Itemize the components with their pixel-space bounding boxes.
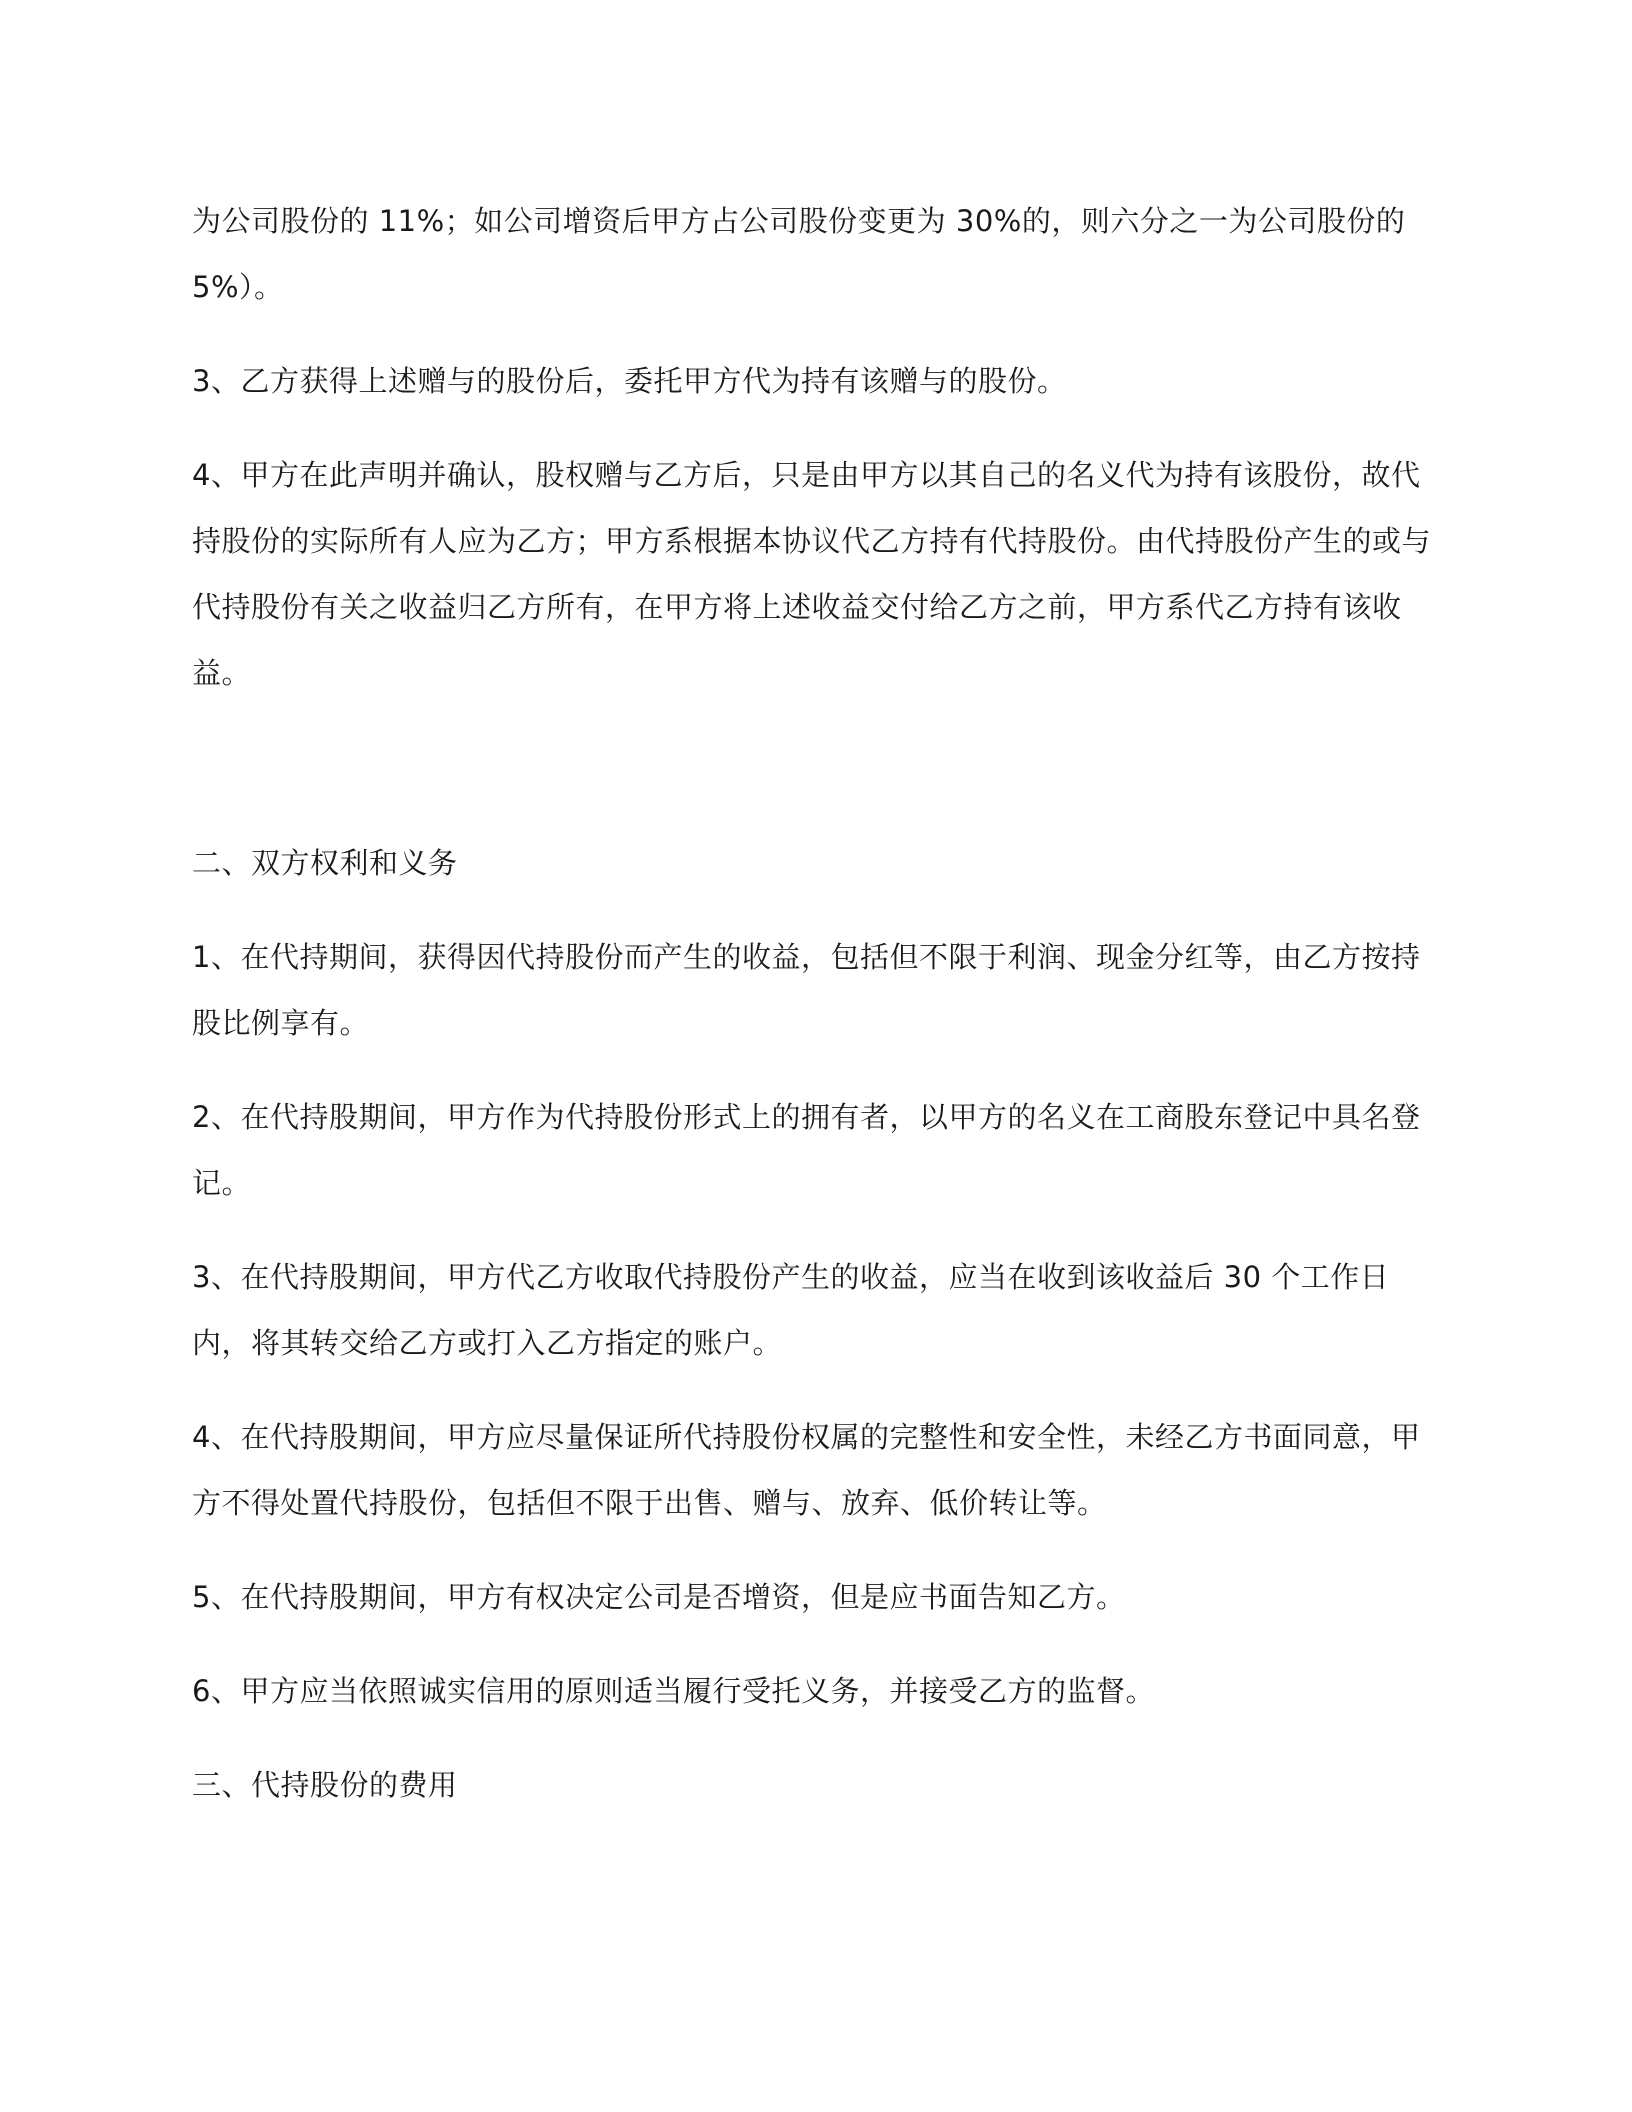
- section-heading-rights-obligations: 二、双方权利和义务: [192, 846, 458, 880]
- rights-item-6: 6、甲方应当依照诚实信用的原则适当履行受托义务，并接受乙方的监督。: [192, 1674, 1155, 1708]
- section-heading-fees: 三、代持股份的费用: [192, 1768, 458, 1802]
- rights-item-3: 3、在代持股期间，甲方代乙方收取代持股份产生的收益，应当在收到该收益后 30 个工作日内，将其转交给乙方或打入乙方指定的账户。: [192, 1260, 1390, 1360]
- document-body: [192, 188, 1448, 1846]
- rights-item-2: 2、在代持股期间，甲方作为代持股份形式上的拥有者，以甲方的名义在工商股东登记中具名登记。: [192, 1100, 1421, 1200]
- paragraph-clause-3: 3、乙方获得上述赠与的股份后，委托甲方代为持有该赠与的股份。: [192, 364, 1067, 398]
- rights-item-5: 5、在代持股期间，甲方有权决定公司是否增资，但是应书面告知乙方。: [192, 1580, 1126, 1614]
- section-spacer: [192, 734, 1448, 830]
- paragraph-continuation: 为公司股份的 11%；如公司增资后甲方占公司股份变更为 30%的，则六分之一为公司股份的 5%）。: [192, 204, 1406, 304]
- rights-item-4: 4、在代持股期间，甲方应尽量保证所代持股份权属的完整性和安全性，未经乙方书面同意，甲方不得处置代持股份，包括但不限于出售、赠与、放弃、低价转让等。: [192, 1420, 1421, 1520]
- paragraph-clause-4: 4、甲方在此声明并确认，股权赠与乙方后，只是由甲方以其自己的名义代为持有该股份，故代持股份的实际所有人应为乙方；甲方系根据本协议代乙方持有代持股份。由代持股份产生的或与代持股份有关之收益归乙方所有，在甲方将上述收益交付给乙方之前，甲方系代乙方持有该收益。: [192, 458, 1432, 690]
- rights-item-1: 1、在代持期间，获得因代持股份而产生的收益，包括但不限于利润、现金分红等，由乙方按持股比例享有。: [192, 940, 1421, 1040]
